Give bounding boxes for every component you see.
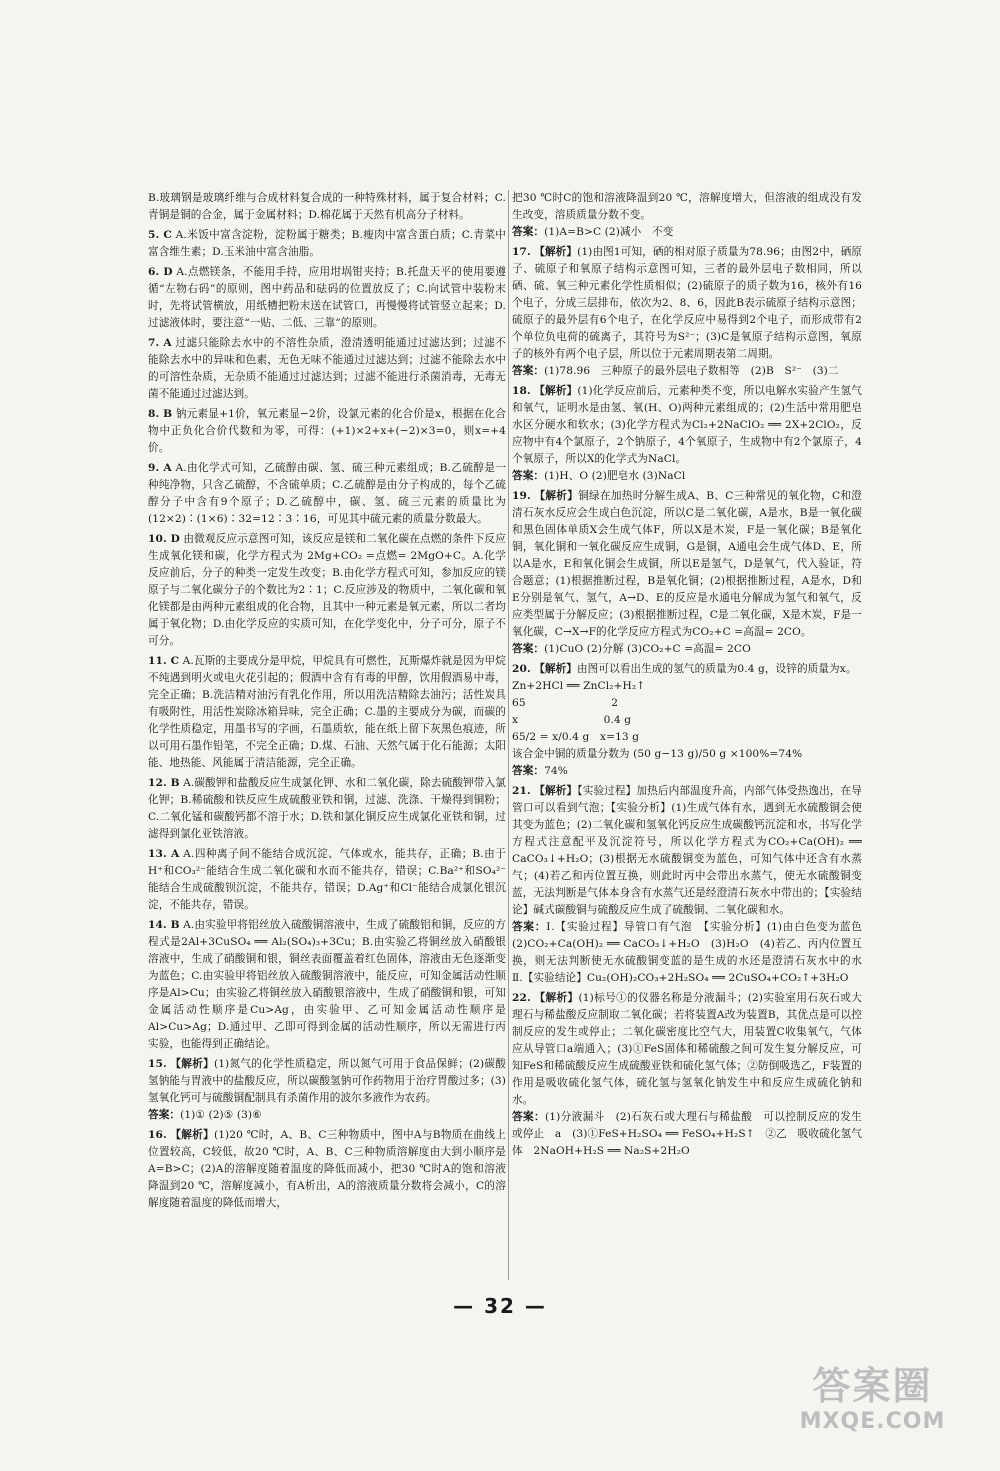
explanation-text: A.点燃镁条，不能用手持，应用坩埚钳夹持；B.托盘天平的使用要遵循“左物右码”的原则，图中药品和砝码的位置放反了；C.向试管中装粉末时，先将试管横放，用纸槽把粉末送在试管口，再慢慢将试管竖立起来；D.过滤液体时，要注意“一贴、二低、三靠”的原则。 (148, 266, 506, 329)
question-number: 21. (512, 785, 531, 797)
answer-value: (1)H、O (2)肥皂水 (3)NaCl (544, 470, 686, 482)
analysis-tag: 【解析】 (170, 1058, 214, 1070)
right-column (512, 190, 873, 1163)
question-number: 20. (512, 663, 531, 675)
calculation-line: x 0.4 g (512, 714, 632, 726)
answer-label: 答案： (512, 643, 545, 655)
analysis-tag: 【解析】 (534, 785, 578, 797)
analysis-tag: 【解析】 (534, 490, 579, 502)
answer-item (148, 775, 506, 843)
question-number: 6. D (148, 266, 173, 278)
watermark-logo (785, 1363, 960, 1453)
answer-item (148, 264, 506, 332)
answer-paragraph (148, 190, 506, 224)
answer-label: 答案： (512, 226, 545, 238)
explanation-text: (1)标号①的仪器名称是分液漏斗；(2)实验室用石灰石或大理石与稀盐酸反应制取二氧化碳；若将装置A改为装置B，其优点是可以控制反应的发生或停止；二氧化碳密度比空气大，用装置C收集氧气，气体应从导管口a端通入；(3)①FeS固体和稀硫酸之间可发生复分解反应，可知FeS和稀硫酸反应生成硫酸亚铁和硫化氢气体；②防倒吸选乙，F装置的作用是吸收硫化氢气体，硫化氢与氢氧化钠发生中和反应生成硫化钠和水。 (512, 992, 862, 1106)
explanation-text: A.由化学式可知，乙硫醇由碳、氢、硫三种元素组成；B.乙硫醇是一种纯净物，只含乙硫醇，不含硫单质；C.乙硫醇是由分子构成的，每个乙硫醇分子中含有9个原子；D.乙硫醇中，碳、氢、硫三元素的质量比为(12×2)∶(1×6)∶32=12∶3∶16，可见其中硫元素的质量分数最大。 (148, 462, 507, 525)
question-number: 10. D (148, 533, 180, 545)
page-number: — 32 — (453, 1294, 547, 1318)
calculation-line: 该合金中铜的质量分数为 (50 g−13 g)/50 g ×100%=74% (512, 748, 803, 760)
question-number: 13. A (148, 848, 180, 860)
analysis-tag: 【解析】 (170, 1129, 214, 1141)
answer-value: (1)78.96 三种原子的最外层电子数相等 (2)B S²⁻ (3)二 (544, 365, 839, 377)
answer-item (512, 244, 862, 380)
answer-item (512, 661, 862, 780)
explanation-text: (1)化学反应前后，元素种类不变，所以电解水实验产生氢气和氧气，证明水是由氢、氧(H、O)两种元素组成的；(2)生活中常用肥皂水区分硬水和软水；(3)化学方程式为Cl₂+2NaClO₂ ══ 2X+2ClO₂，反应物中有4个氯原子，2个钠原子，4个氧原子，生成物中有2个氯原子，4个氧原子，所以X的化学式为NaCl。 (512, 385, 862, 465)
analysis-tag: 【解析】 (534, 992, 579, 1004)
answer-value: (1)分液漏斗 (2)石灰石或大理石与稀盐酸 可以控制反应的发生或停止 a (3)①FeS+H₂SO₄ ══ FeSO₄+H₂S↑ ②乙 吸收硫化氢气体 2NaOH+H₂S ══ Na₂S+2H₂O (512, 1111, 862, 1157)
explanation-text: A.碳酸钾和盐酸反应生成氯化钾、水和二氧化碳，除去硫酸钾带入氯化钾；B.稀硫酸和铁反应生成硫酸亚铁和铜，过滤、洗涤、干燥得到铜粉；C.二氧化锰和碳酸钙都不溶于水；D.铁和氯化铜反应生成氯化亚铁和铜，过滤得到氯化亚铁溶液。 (148, 777, 506, 840)
answer-paragraph (148, 264, 506, 332)
question-number: 19. (512, 490, 531, 502)
explanation-text: A.瓦斯的主要成分是甲烷，甲烷具有可燃性，瓦斯爆炸就是因为甲烷不纯遇到明火或电火花引起的；假酒中含有有毒的甲醇，饮用假酒易中毒，完全正确；B.洗洁精对油污有乳化作用，所以用洗洁精除去油污；活性炭具有吸附性，用活性炭除冰箱异味，完全正确；C.墨的主要成分为碳，而碳的化学性质稳定，用墨书写的字画，石墨质软，能在纸上留下灰黑色痕迹，所以可用石墨作铅笔，不完全正确；D.煤、石油、天然气属于化石能源；太阳能、地热能、风能属于清洁能源，完全正确。 (148, 655, 506, 769)
answer-paragraph (512, 661, 862, 678)
answer-paragraph (512, 190, 862, 224)
answer-item (148, 846, 506, 914)
question-number: 11. C (148, 655, 180, 667)
answer-value: 74% (544, 765, 568, 777)
explanation-text: (1)由图1可知，硒的相对原子质量为78.96；由图2中，硒原子、硫原子和氧原子结构示意图可知，三者的最外层电子数相同，所以硒、硫、氧三种元素化学性质相似；(2)硫原子的质子数为16，核外有16个电子，分成三层排布，依次为2、8、6，因此B表示硫原子结构示意图；硫原子的最外层有6个电子，在化学反应中易得到2个电子，而形成带有2个单位负电荷的硫离子，其符号为S²⁻；(3)C是氧原子结构示意图，氧原子的核外有两个电子层，所以位于元素周期表第二周期。 (512, 246, 863, 360)
answer-label: 答案： (148, 1109, 181, 1121)
question-number: 5. C (148, 229, 172, 241)
calculation-block (512, 678, 862, 763)
answer-line (512, 641, 862, 658)
answer-paragraph (512, 990, 862, 1109)
answer-item (148, 653, 506, 772)
explanation-text: (1)20 ℃时，A、B、C三种物质中，图中A与B物质在曲线上位置较高，C较低，故20 ℃时，A、B、C三种物质溶解度由大到小顺序是A=B>C；(2)A的溶解度随着温度的降低而减小，把30 ℃时A的饱和溶液降温到20 ℃，溶解度减小，有A析出，A的溶液质量分数将会减小，C的溶解度随着温度的降低而增大， (148, 1129, 507, 1209)
answer-line (512, 224, 862, 241)
answer-item (512, 383, 862, 485)
answer-label: 答案： (512, 921, 547, 933)
answer-item (148, 917, 506, 1053)
answer-paragraph (148, 1127, 506, 1212)
answer-item (148, 335, 506, 403)
answer-label: 答案： (512, 470, 545, 482)
answer-item (148, 1056, 506, 1124)
explanation-text: 铜绿在加热时分解生成A、B、C三种常见的氧化物，C和澄清石灰水反应会生成白色沉淀，所以C是二氧化碳，A是水，B是一氧化碳和黑色固体单质X会生成气体F，所以X是木炭，F是一氧化碳；B是氧化铜，氧化铜和一氧化碳反应生成铜，G是铜，A通电会生成气体D、E，所以A是水，E和氧化铜会生成铜，所以E是氢气，D是氧气，代入验证，符合题意；(1)根据推断过程，B是氧化铜；(2)根据推断过程，A是水，D和E分别是氧气、氢气，A→D、E的反应是水通电分解成为氢气和氧气，反应类型属于分解反应；(3)根据推断过程，C是二氧化碳，X是木炭，F是一氧化碳，C→X→F的化学反应方程式为CO₂+C =高温= 2CO。 (512, 490, 862, 638)
calculation-line: 65 2 (512, 697, 619, 709)
question-number: 7. A (148, 337, 172, 349)
analysis-tag: 【解析】 (534, 385, 578, 397)
explanation-text: 由图可以看出生成的氢气的质量为0.4 g，设锌的质量为x。 (576, 663, 857, 675)
answer-paragraph (148, 846, 506, 914)
answer-line (512, 763, 862, 780)
answer-item (512, 783, 873, 987)
answer-paragraph (148, 335, 506, 403)
explanation-text: 过滤只能除去水中的不溶性杂质，澄清透明能通过过滤达到；过滤不能除去水中的异味和色素，无色无味不能通过过滤达到；过滤不能除去水中的可溶性杂质，无杂质不能通过过滤达到；过滤不能进行杀菌消毒，无毒无菌不能通过过滤达到。 (148, 337, 507, 400)
answer-value: (1)A=B>C (2)减小 不变 (544, 226, 674, 238)
explanation-text: 把30 ℃时C的饱和溶液降温到20 ℃，溶解度增大，但溶液的组成没有发生改变，溶质质量分数不变。 (512, 192, 862, 221)
explanation-text: B.玻璃钢是玻璃纤维与合成材料复合成的一种特殊材料，属于复合材料；C.青铜是铜的合金，属于金属材料；D.棉花属于天然有机高分子材料。 (148, 192, 506, 221)
question-number: 12. B (148, 777, 180, 789)
answer-label: 答案： (512, 765, 545, 777)
calculation-line: 65/2 = x/0.4 g x=13 g (512, 731, 640, 743)
answer-paragraph (148, 917, 506, 1053)
answer-label: 答案： (512, 1111, 546, 1123)
analysis-tag: 【解析】 (534, 663, 577, 675)
answer-line (512, 468, 862, 485)
column-divider (508, 190, 509, 1280)
answer-paragraph (148, 653, 506, 772)
answer-item (512, 190, 862, 241)
answer-line (148, 1107, 506, 1124)
question-number: 17. (512, 246, 531, 258)
watermark-logo-text: 答案圈 (812, 1364, 933, 1408)
answer-item (148, 1127, 506, 1212)
question-number: 22. (512, 992, 531, 1004)
question-number: 14. B (148, 919, 180, 931)
explanation-text: A.四种离子间不能结合成沉淀、气体或水，能共存，正确；B.由于H⁺和CO₃²⁻能结合生成二氧化碳和水而不能共存，错误；C.Ba²⁺和SO₄²⁻能结合生成硫酸钡沉淀，不能共存，错误；D.Ag⁺和Cl⁻能结合成氯化银沉淀，不能共存，错误。 (148, 848, 506, 911)
answer-paragraph (512, 488, 862, 641)
explanation-text: (1)氮气的化学性质稳定，所以氮气可用于食品保鲜；(2)碳酸氢钠能与胃液中的盐酸反应，所以碳酸氢钠可作药物用于治疗胃酸过多；(3)氢氧化钙可与硫酸铜配制具有杀菌作用的波尔多液作为农药。 (148, 1058, 507, 1104)
question-number: 8. B (148, 408, 173, 420)
analysis-tag: 【解析】 (534, 246, 578, 258)
question-number: 18. (512, 385, 531, 397)
explanation-text: A.由实验甲将铝丝放入硫酸铜溶液中，生成了硫酸铝和铜，反应的方程式是2Al+3CuSO₄ ══ Al₂(SO₄)₃+3Cu；B.由实验乙将铜丝放入硝酸银溶液中，生成了硝酸铜和银，铜丝表面覆盖着红色固体，溶液由无色逐渐变为蓝色；C.由实验甲将铝丝放入硫酸铜溶液中，能反应，可知金属活动性顺序是Al>Cu；由实验乙将铜丝放入硝酸银溶液中，生成了硝酸铜和银，可知金属活动性顺序是Cu>Ag，由实验甲、乙可知金属活动性顺序是Al>Cu>Ag；D.通过甲、乙即可得到金属的活动性顺序，所以无需进行丙实验，也能得到正确结论。 (148, 919, 506, 1050)
answer-line (512, 919, 873, 987)
answer-value: (1)CuO (2)分解 (3)CO₂+C =高温= 2CO (544, 643, 751, 655)
answer-item (512, 488, 862, 658)
answer-paragraph (148, 227, 506, 261)
answer-paragraph (148, 1056, 506, 1107)
explanation-text: 【实验过程】加热后内部温度升高，内部气体受热逸出，在导管口可以看到气泡；【实验分析】(1)生成气体有水，遇到无水硫酸铜会使其变为蓝色；(2)二氧化碳和氢氧化钙反应生成碳酸钙沉淀和水，书写化学方程式注意配平及沉淀符号，所以化学方程式为CO₂+Ca(OH)₂ ══ CaCO₃↓+H₂O；(3)根据无水硫酸铜变为蓝色，可知气体中还含有水蒸气；(4)若乙和丙位置互换，则此时丙中会带出水蒸气，使无水硫酸铜变蓝，无法判断是气体本身含有水蒸气还是经澄清石灰水中带出的；【实验结论】碱式碳酸铜与硫酸反应生成了硫酸铜、二氧化碳和水。 (512, 785, 863, 916)
answer-item (148, 406, 506, 457)
answer-label: 答案： (512, 365, 545, 377)
answer-paragraph (148, 531, 506, 650)
question-number: 16. (148, 1129, 167, 1141)
answer-paragraph (512, 244, 862, 363)
answer-paragraph (512, 383, 862, 468)
explanation-text: A.米饭中富含淀粉，淀粉属于糖类；B.瘦肉中富含蛋白质；C.青菜中富含维生素；D.玉米油中富含油脂。 (148, 229, 506, 258)
answer-line (512, 1109, 862, 1160)
answer-value: Ⅰ.【实验过程】导管口有气泡 【实验分析】(1)由白色变为蓝色 (2)CO₂+Ca(OH)₂ ══ CaCO₃↓+H₂O (3)H₂O (4)若乙、丙内位置互换，则无法判断使无水硫酸铜变蓝的是生成的水还是澄清石灰水中的水 Ⅱ.【实验结论】Cu₂(OH)₂CO₃+2H₂SO₄ ══ 2CuSO₄+CO₂↑+3H₂O (512, 921, 873, 984)
watermark-site: MXQE.COM (799, 1409, 946, 1434)
question-number: 9. A (148, 462, 172, 474)
answer-item (148, 531, 506, 650)
answer-paragraph (148, 460, 506, 528)
answer-item (512, 990, 862, 1160)
calculation-line: Zn+2HCl ══ ZnCl₂+H₂↑ (512, 680, 646, 692)
explanation-text: 钠元素显+1价，氧元素显−2价，设氯元素的化合价是x，根据在化合物中正负化合价代数和为零，可得：(+1)×2+x+(−2)×3=0，则x=+4价。 (148, 408, 507, 454)
answer-item (148, 190, 506, 224)
answer-line (512, 363, 862, 380)
answer-item (148, 227, 506, 261)
explanation-text: 由微观反应示意图可知，该反应是镁和二氧化碳在点燃的条件下反应生成氧化镁和碳，化学方程式为 2Mg+CO₂ =点燃= 2MgO+C。A.化学反应前后，分子的种类一定发生改变；B.由化学方程式可知，参加反应的镁原子与二氧化碳分子的个数比为2∶1；C.反应涉及的物质中，二氧化碳和氧化镁都是由两种元素组成的化合物，且其中一种元素是氧元素，所以二者均属于氧化物；D.由化学反应的实质可知，在化学变化中，分子可分，原子不可分。 (148, 533, 506, 647)
left-column (148, 190, 506, 1215)
answer-paragraph (148, 406, 506, 457)
answer-item (148, 460, 506, 528)
answer-paragraph (148, 775, 506, 843)
question-number: 15. (148, 1058, 167, 1070)
answer-paragraph (512, 783, 862, 919)
answer-value: (1)① (2)⑤ (3)⑥ (180, 1109, 262, 1121)
